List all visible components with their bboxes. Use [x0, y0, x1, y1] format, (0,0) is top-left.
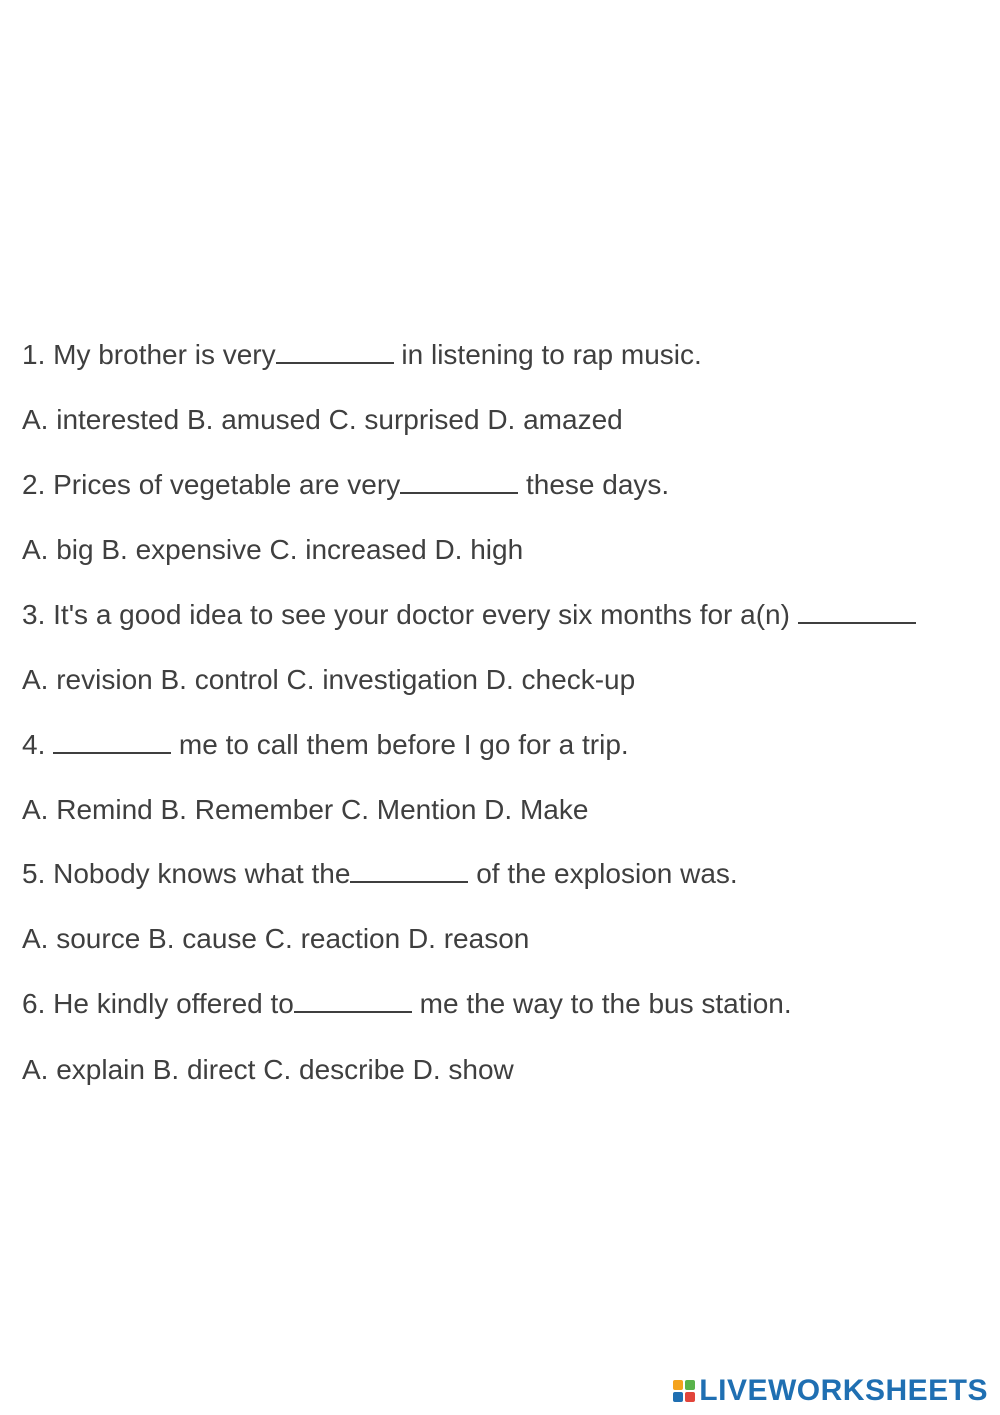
brand-name: LIVEWORKSHEETS	[699, 1374, 988, 1407]
question-2-blank[interactable]	[400, 468, 518, 494]
question-1	[22, 338, 702, 372]
question-6	[22, 987, 792, 1021]
question-1-text-before: 1. My brother is very	[22, 339, 276, 370]
question-1-options: A. interested B. amused C. surprised D. amazed	[22, 404, 623, 435]
question-6-options: A. explain B. direct C. describe D. show	[22, 1054, 514, 1085]
question-6-text-after: me the way to the bus station.	[411, 988, 792, 1019]
logo-square-2	[685, 1380, 695, 1390]
logo-square-1	[673, 1380, 683, 1390]
question-5-options: A. source B. cause C. reaction D. reason	[22, 923, 530, 954]
question-3-options: A. revision B. control C. investigation D. check-up	[22, 664, 636, 695]
question-4	[22, 728, 629, 762]
question-4-text-after: me to call them before I go for a trip.	[171, 729, 629, 760]
question-3	[22, 598, 916, 632]
liveworksheets-logo-icon	[673, 1380, 695, 1402]
question-2-text-after: these days.	[518, 469, 670, 500]
question-1-blank[interactable]	[276, 338, 394, 364]
question-6-blank[interactable]	[294, 987, 412, 1013]
question-5-blank[interactable]	[350, 857, 468, 883]
question-2-text-before: 2. Prices of vegetable are very	[22, 469, 401, 500]
question-5-text-before: 5. Nobody knows what the	[22, 858, 351, 889]
question-3-text-before: 3. It's a good idea to see your doctor every six months for a(n)	[22, 599, 798, 630]
question-4-text-before: 4.	[22, 729, 54, 760]
question-6-text-before: 6. He kindly offered to	[22, 988, 294, 1019]
question-5-text-after: of the explosion was.	[468, 858, 738, 889]
question-3-blank[interactable]	[798, 598, 916, 624]
question-4-options: A. Remind B. Remember C. Mention D. Make	[22, 794, 589, 825]
logo-square-3	[673, 1392, 683, 1402]
question-5	[22, 857, 738, 891]
question-2	[22, 468, 669, 502]
logo-square-4	[685, 1392, 695, 1402]
question-1-text-after: in listening to rap music.	[393, 339, 702, 370]
question-4-blank[interactable]	[53, 728, 171, 754]
question-2-options: A. big B. expensive C. increased D. high	[22, 534, 524, 565]
liveworksheets-logo	[673, 1374, 988, 1408]
